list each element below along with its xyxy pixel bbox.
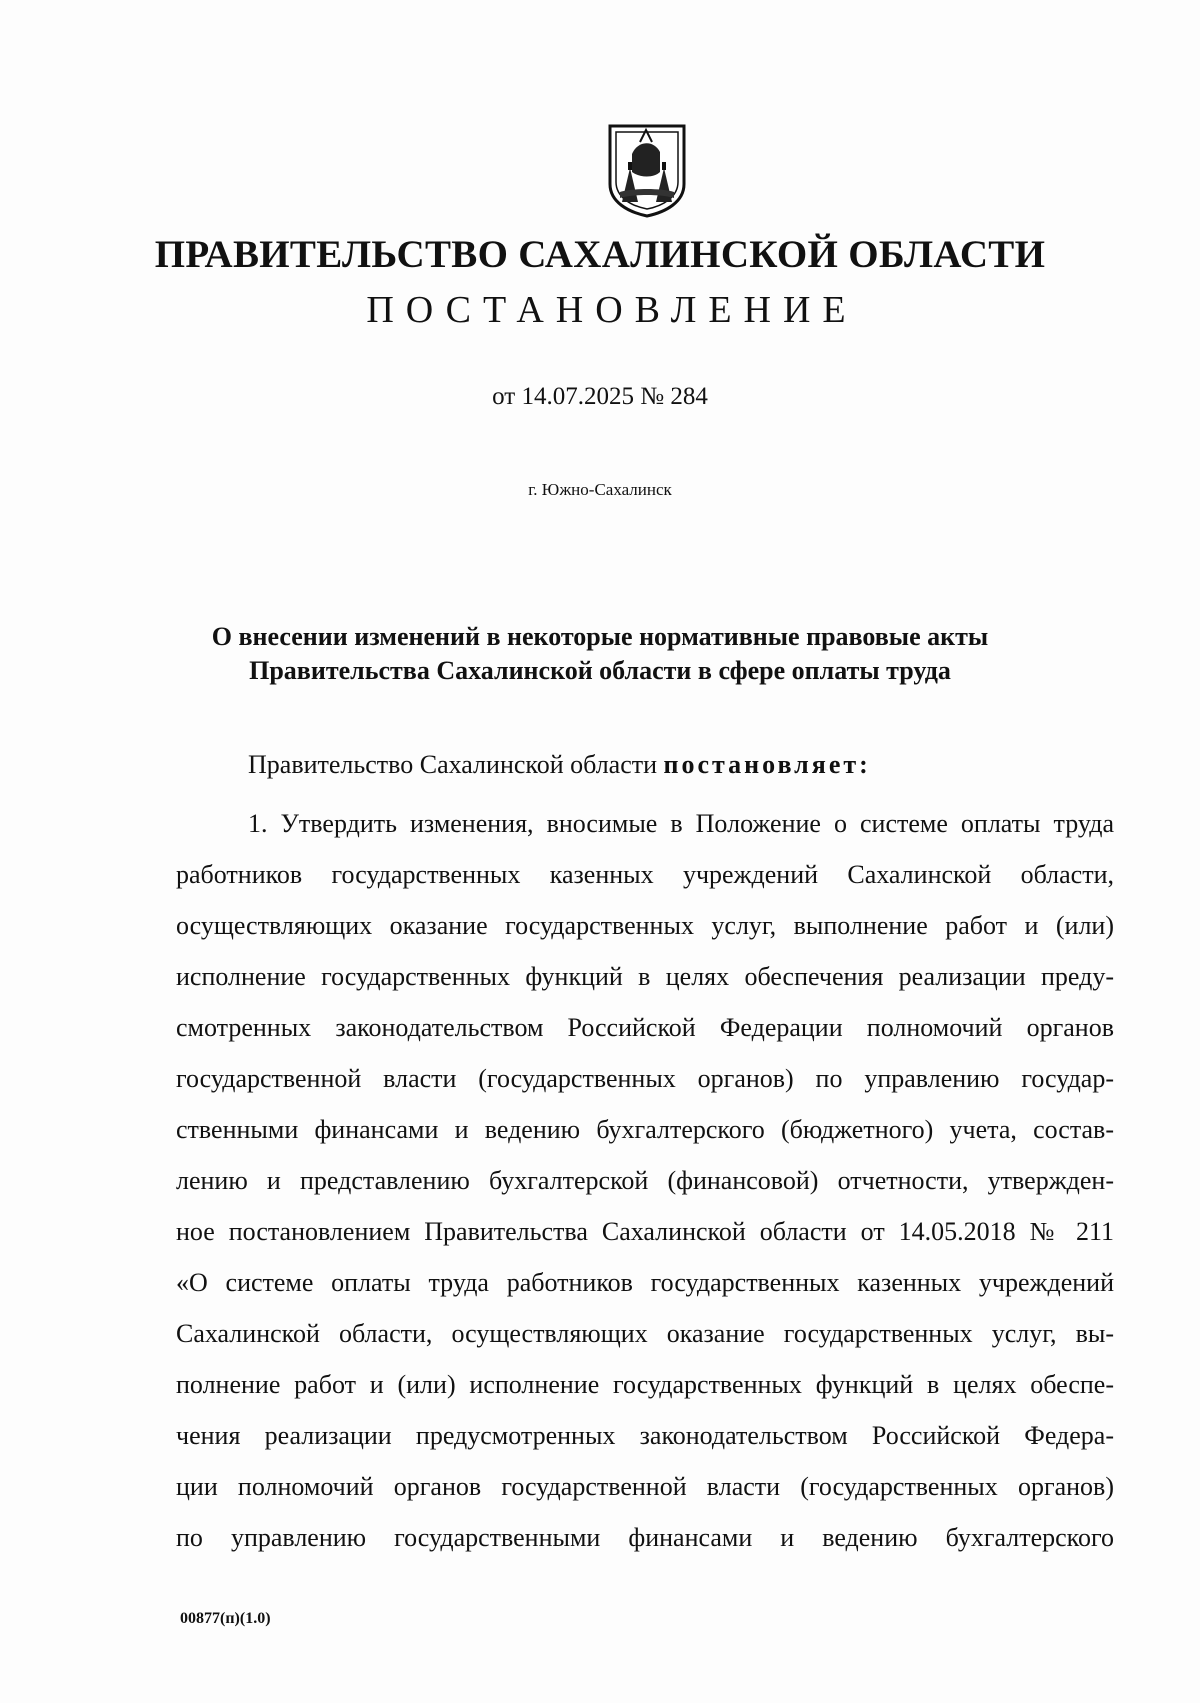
body-paragraph xyxy=(176,798,1114,1563)
body-line: чения реализации предусмотренных законодательством Российской Федера- xyxy=(176,1421,1114,1450)
body-line: исполнение государственных функций в целях обеспечения реализации преду- xyxy=(176,962,1114,991)
coat-of-arms-icon xyxy=(602,122,692,218)
body-line: лению и представлению бухгалтерской (финансовой) отчетности, утвержден- xyxy=(176,1166,1114,1195)
enacting-keyword: постановляет: xyxy=(663,750,871,779)
body-line: по управлению государственными финансами и ведению бухгалтерского xyxy=(176,1523,1114,1552)
body-line: 1. Утвердить изменения, вносимые в Положение о системе оплаты труда xyxy=(248,809,1114,838)
document-date-number: от 14.07.2025 № 284 xyxy=(492,383,708,410)
body-line: смотренных законодательством Российской Федерации полномочий органов xyxy=(176,1013,1114,1042)
body-line: Сахалинской области, осуществляющих оказание государственных услуг, вы- xyxy=(176,1319,1114,1348)
body-line: полнение работ и (или) исполнение государственных функций в целях обеспе- xyxy=(176,1370,1114,1399)
body-line: ственными финансами и ведению бухгалтерского (бюджетного) учета, состав- xyxy=(176,1115,1114,1144)
subject-line: Правительства Сахалинской области в сфере оплаты труда xyxy=(249,656,951,685)
body-line: ное постановлением Правительства Сахалинской области от 14.05.2018 № 211 xyxy=(176,1217,1114,1246)
document-place: г. Южно-Сахалинск xyxy=(528,480,672,499)
enacting-clause xyxy=(248,750,871,780)
subject-line: О внесении изменений в некоторые нормативные правовые акты xyxy=(211,622,989,651)
body-line: «О системе оплаты труда работников государственных казенных учреждений xyxy=(176,1268,1114,1297)
enacting-clause-prefix: Правительство Сахалинской области xyxy=(248,750,664,779)
body-line: ции полномочий органов государственной власти (государственных органов) xyxy=(176,1472,1114,1501)
form-code: 00877(п)(1.0) xyxy=(180,1610,271,1627)
body-line: осуществляющих оказание государственных услуг, выполнение работ и (или) xyxy=(176,911,1114,940)
document-type: ПОСТАНОВЛЕНИЕ xyxy=(366,289,858,331)
document-subject xyxy=(120,620,1080,688)
government-name: ПРАВИТЕЛЬСТВО САХАЛИНСКОЙ ОБЛАСТИ xyxy=(154,233,1046,276)
body-line: государственной власти (государственных органов) по управлению государ- xyxy=(176,1064,1114,1093)
body-line: работников государственных казенных учреждений Сахалинской области, xyxy=(176,860,1114,889)
